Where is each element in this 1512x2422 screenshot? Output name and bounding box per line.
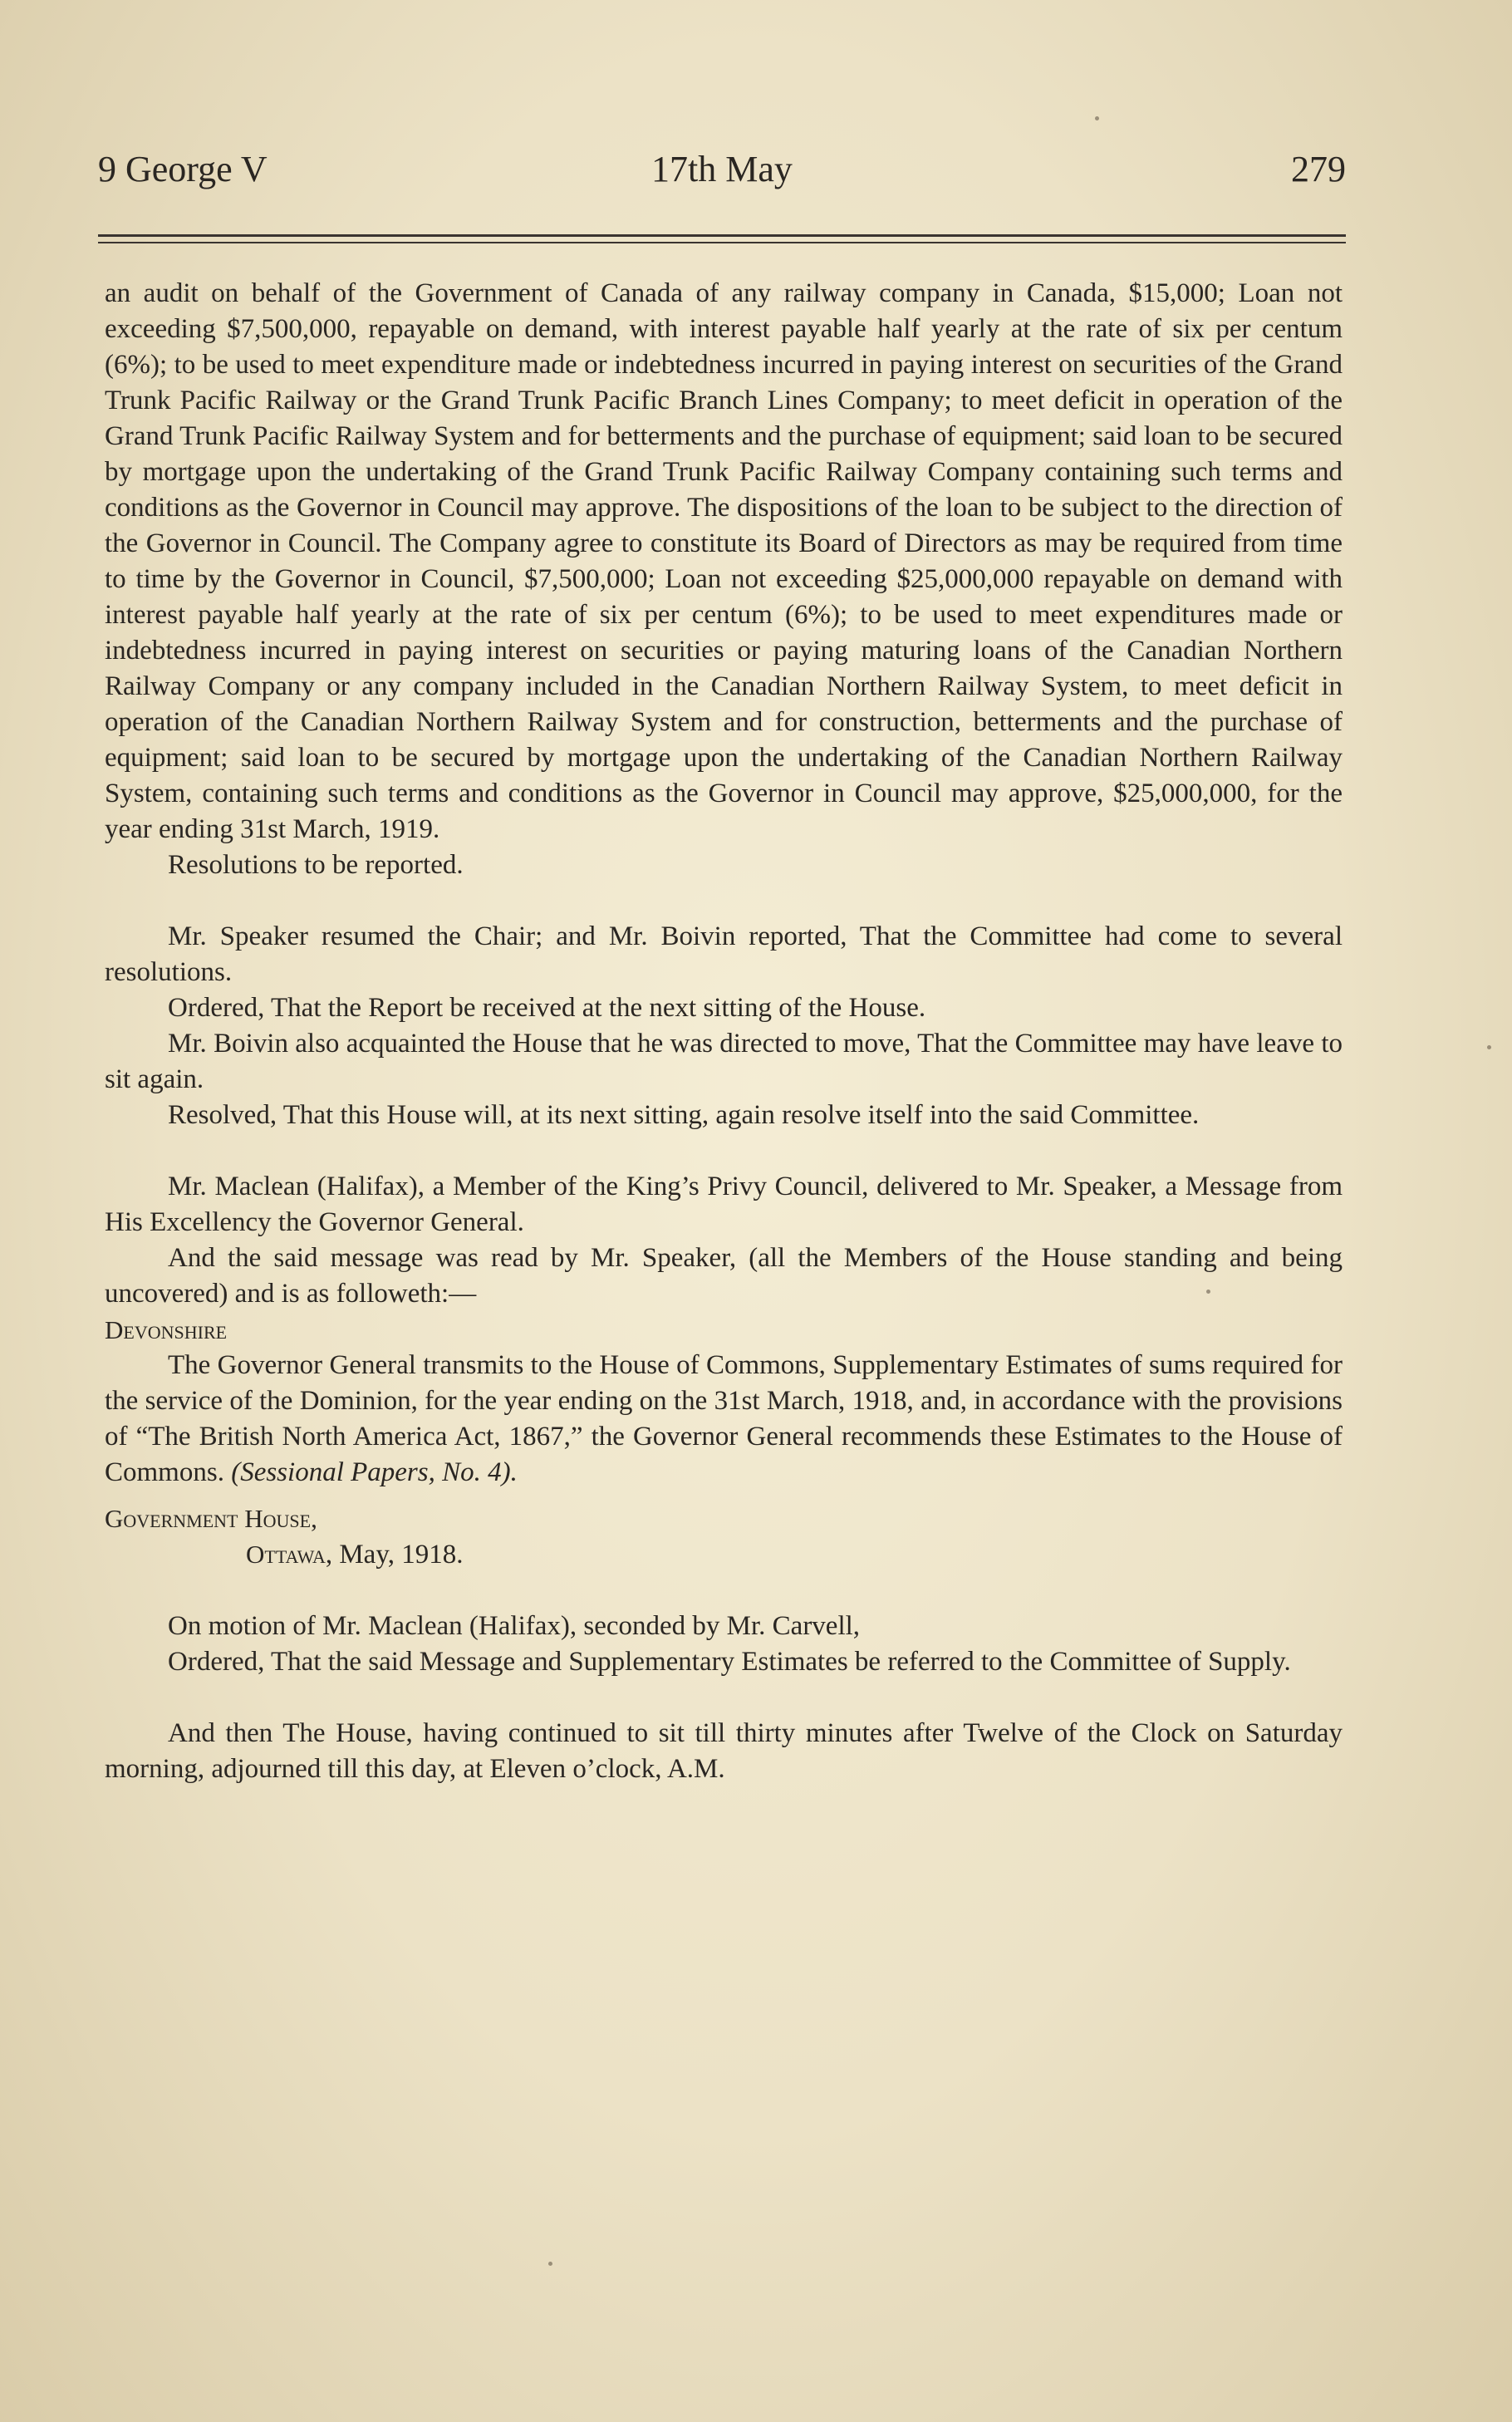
paper-speck <box>1487 1045 1491 1049</box>
paragraph-on-motion: On motion of Mr. Maclean (Halifax), seconded by Mr. Carvell, <box>168 1611 861 1641</box>
paragraph-resolved: Resolved, That this House will, at its next sitting, again resolve itself into the said Committee. <box>168 1100 1200 1130</box>
header-regnal-year: 9 George V <box>98 149 268 189</box>
paragraph-resolutions-reported: Resolutions to be reported. <box>168 850 464 880</box>
paragraph-message-read: And the said message was read by Mr. Speaker, (all the Members of the House standing and being uncovered) and is as followeth:— <box>105 1243 1343 1309</box>
paragraph-leave-to-sit: Mr. Boivin also acquainted the House that he was directed to move, That the Committee may have leave to sit again. <box>105 1029 1343 1094</box>
paragraph-message-delivered: Mr. Maclean (Halifax), a Member of the King’s Privy Council, delivered to Mr. Speaker, a Message from His Excellency the Governor General. <box>105 1172 1343 1237</box>
signature-devonshire: Devonshire <box>105 1315 228 1344</box>
paragraph-governor-transmits <box>105 1348 1343 1491</box>
header-date: 17th May <box>651 149 793 189</box>
paper-speck <box>1095 116 1099 120</box>
header-rule-thick <box>98 234 1346 237</box>
header-rule-thin <box>98 242 1346 243</box>
paragraph-adjournment: And then The House, having continued to sit till thirty minutes after Twelve of the Clock on Saturday morning, adjourned till this day, at Eleven o’clock, A.M. <box>105 1718 1343 1784</box>
paragraph-report-ordered: Ordered, That the Report be received at the next sitting of the House. <box>168 993 926 1023</box>
date-text: , May, 1918. <box>325 1540 464 1570</box>
governor-message-text: The Governor General transmits to the House of Commons, Supplementary Estimates of sums required for the service of the Dominion, for the year ending on the 31st March, 1918, and, in accordance with the provisions of “The British North America Act, 1867,” the Governor General recommends these Estimates to the House of Commons. <box>105 1350 1343 1487</box>
place-name: Ottawa <box>246 1540 326 1569</box>
page-number: 279 <box>1291 149 1346 189</box>
sessional-papers-reference: (Sessional Papers, No. 4). <box>231 1457 518 1487</box>
government-house-line: Government House, <box>105 1504 317 1533</box>
paper-speck <box>1206 1290 1210 1294</box>
paragraph-referred-to-committee: Ordered, That the said Message and Supplementary Estimates be referred to the Committee of Supply. <box>168 1647 1291 1677</box>
paper-speck <box>548 2262 552 2266</box>
place-date-line <box>105 1536 1343 1573</box>
paragraph-speaker-resumed: Mr. Speaker resumed the Chair; and Mr. Boivin reported, That the Committee had come to several resolutions. <box>105 921 1343 987</box>
journal-body <box>105 276 1343 1787</box>
running-header <box>98 148 1346 206</box>
paragraph-loan-estimates: an audit on behalf of the Government of Canada of any railway company in Canada, $15,000; Loan not exceeding $7,500,000, repayable on demand, with interest payable half yearly at the rate of six per centum (6%); to be used to meet expenditure made or indebtedness incurred in paying interest on securities of the Grand Trunk Pacific Railway or the Grand Trunk Pacific Branch Lines Company; to meet deficit in operation of the Grand Trunk Pacific Railway System and for betterments and the purchase of equipment; said loan to be secured by mortgage upon the undertaking of the Grand Trunk Pacific Railway Company containing such terms and conditions as the Governor in Council may approve. The dispositions of the loan to be subject to the direction of the Governor in Council. The Company agree to constitute its Board of Directors as may be required from time to time by the Governor in Council, $7,500,000; Loan not exceeding $25,000,000 repayable on demand with interest payable half yearly at the rate of six per centum (6%); to be used to meet expenditures made or indebtedness incurred in paying interest on securities or paying maturing loans of the Canadian Northern Railway Company or any company included in the Canadian Northern Railway System, to meet deficit in operation of the Canadian Northern Railway System and for construction, betterments and the purchase of equipment; said loan to be secured by mortgage upon the undertaking of the Canadian Northern Railway System, containing such terms and conditions as the Governor in Council may approve, $25,000,000, for the year ending 31st March, 1919. <box>105 278 1343 844</box>
